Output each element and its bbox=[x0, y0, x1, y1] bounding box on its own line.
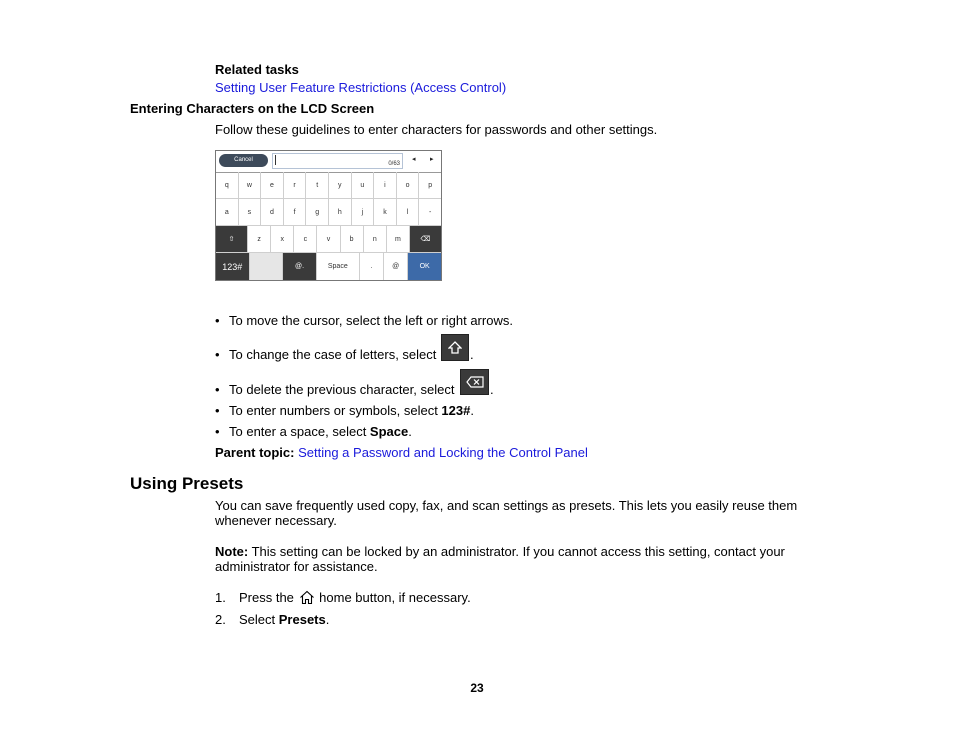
mode-key: 123# bbox=[216, 253, 250, 281]
list-item bbox=[229, 382, 454, 397]
parent-topic bbox=[215, 445, 588, 460]
key: a bbox=[216, 199, 239, 226]
shift-icon bbox=[441, 334, 469, 361]
key: z bbox=[248, 226, 271, 253]
text-cursor bbox=[275, 155, 276, 165]
step-1 bbox=[239, 590, 471, 608]
presets-paragraph: You can save frequently used copy, fax, and scan settings as presets. This lets you easily reuse them whenever necessary. bbox=[215, 498, 798, 528]
bullet-text: To enter numbers or symbols, select bbox=[229, 403, 442, 418]
key: p bbox=[419, 172, 441, 199]
key-row-1 bbox=[216, 172, 441, 199]
bullet-end: . bbox=[490, 382, 494, 397]
key: x bbox=[271, 226, 294, 253]
backspace-icon bbox=[460, 369, 489, 395]
key: b bbox=[341, 226, 364, 253]
bullet-bold: 123# bbox=[441, 403, 471, 418]
character-counter: 0/63 bbox=[388, 161, 400, 167]
note bbox=[215, 544, 815, 574]
bullet-text: To delete the previous character, select bbox=[229, 382, 455, 397]
shift-key-icon: ⇧ bbox=[216, 226, 248, 253]
related-tasks-heading: Related tasks bbox=[215, 62, 299, 77]
list-item bbox=[229, 403, 474, 418]
related-task-link[interactable]: Setting User Feature Restrictions (Access Control) bbox=[215, 80, 507, 95]
key-row-4 bbox=[216, 253, 441, 281]
key: w bbox=[239, 172, 262, 199]
at-dot-key: @. bbox=[283, 253, 317, 281]
text-entry-field bbox=[272, 153, 403, 169]
step-text: home button, if necessary. bbox=[319, 590, 471, 605]
step-text: Press the bbox=[239, 590, 294, 605]
key: m bbox=[387, 226, 410, 253]
key: r bbox=[284, 172, 307, 199]
note-label: Note: bbox=[215, 544, 249, 559]
list-item bbox=[229, 347, 436, 362]
section-intro: Follow these guidelines to enter characters for passwords and other settings. bbox=[215, 122, 658, 137]
step-number: 2. bbox=[215, 612, 226, 627]
note-text: This setting can be locked by an administrator. If you cannot access this setting, contact your administrator for assistance. bbox=[215, 544, 785, 574]
key: - bbox=[419, 199, 441, 226]
bullet-text: To enter a space, select bbox=[229, 424, 370, 439]
step-number: 1. bbox=[215, 590, 226, 605]
key: c bbox=[294, 226, 317, 253]
key: s bbox=[239, 199, 262, 226]
key: g bbox=[306, 199, 329, 226]
list-item bbox=[229, 313, 513, 328]
key: v bbox=[317, 226, 340, 253]
key: o bbox=[397, 172, 420, 199]
dot-key: . bbox=[360, 253, 384, 281]
key: y bbox=[329, 172, 352, 199]
key: h bbox=[329, 199, 352, 226]
ok-key: OK bbox=[408, 253, 441, 281]
key: k bbox=[374, 199, 397, 226]
key-row-2 bbox=[216, 199, 441, 226]
step-text: Select bbox=[239, 612, 279, 627]
left-arrow-icon: ◂ bbox=[412, 156, 416, 163]
key: j bbox=[352, 199, 375, 226]
cancel-button: Cancel bbox=[219, 154, 268, 167]
at-key: @ bbox=[384, 253, 408, 281]
blank-key bbox=[250, 253, 284, 281]
key: u bbox=[352, 172, 375, 199]
key: e bbox=[261, 172, 284, 199]
home-icon bbox=[299, 590, 315, 608]
right-arrow-icon: ▸ bbox=[430, 156, 434, 163]
list-item bbox=[229, 424, 412, 439]
bullet-end: . bbox=[470, 347, 474, 362]
keyboard-top-bar bbox=[216, 151, 441, 173]
key: n bbox=[364, 226, 387, 253]
step-2 bbox=[239, 612, 329, 627]
key: l bbox=[397, 199, 420, 226]
page-number: 23 bbox=[470, 681, 484, 695]
section-heading-entering-characters: Entering Characters on the LCD Screen bbox=[130, 101, 375, 116]
section-heading-using-presets: Using Presets bbox=[130, 474, 244, 493]
backspace-key-icon: ⌫ bbox=[410, 226, 441, 253]
step-end: . bbox=[325, 612, 330, 627]
bullet-end: . bbox=[470, 403, 474, 418]
step-bold: Presets bbox=[278, 612, 326, 627]
key: f bbox=[284, 199, 307, 226]
key: d bbox=[261, 199, 284, 226]
key: q bbox=[216, 172, 239, 199]
lcd-keyboard-screenshot bbox=[215, 150, 442, 281]
bullet-text: To change the case of letters, select bbox=[229, 347, 437, 362]
key-row-3 bbox=[216, 226, 441, 253]
bullet-text: To move the cursor, select the left or right arrows. bbox=[229, 313, 513, 328]
parent-topic-link[interactable]: Setting a Password and Locking the Control Panel bbox=[298, 445, 588, 460]
key: i bbox=[374, 172, 397, 199]
space-key: Space bbox=[317, 253, 360, 281]
parent-topic-label: Parent topic: bbox=[215, 445, 295, 460]
bullet-bold: Space bbox=[369, 424, 409, 439]
key: t bbox=[306, 172, 329, 199]
bullet-end: . bbox=[408, 424, 412, 439]
